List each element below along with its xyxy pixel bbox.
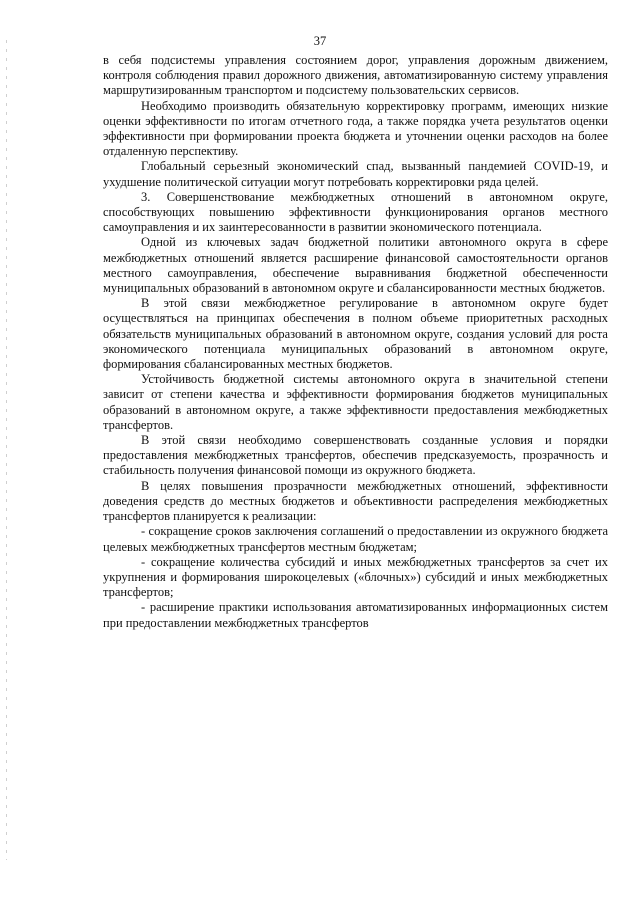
paragraph: В этой связи необходимо совершенствовать созданные условия и порядки предоставления межбюджетных трансфертов, обеспечив предсказуемость, прозрачность и стабильность получения финансовой помощи из окружного бюджета. xyxy=(103,433,608,478)
list-item: - сокращение количества субсидий и иных межбюджетных трансфертов за счет их укрупнения и формирования широкоцелевых («блочных») субсидий и иных межбюджетных трансфертов; xyxy=(103,554,608,600)
paragraph: В этой связи межбюджетное регулирование в автономном округе будет осуществляться на принципах обеспечения в полном объеме приоритетных расходных обязательств муниципальных образований в автономном округе, создания условий для роста экономического потенциала муниципальных образований в автономном округе, формирования сбалансированных местных бюджетов. xyxy=(103,296,608,372)
paragraph-continuation: в себя подсистемы управления состоянием дорог, управления дорожным движением, контроля соблюдения правил дорожного движения, автоматизированную систему управления маршрутизированным транспортом и подсистему пользовательских сервисов. xyxy=(103,53,608,98)
scan-edge-artifact xyxy=(6,40,7,860)
section-heading-paragraph: 3. Совершенствование межбюджетных отношений в автономном округе, способствующих повышению эффективности функционирования органов местного самоуправления и их заинтересованности в развитии экономического потенциала. xyxy=(103,189,608,235)
paragraph: Глобальный серьезный экономический спад, вызванный пандемией COVID-19, и ухудшение политической ситуации могут потребовать корректировки ряда целей. xyxy=(103,159,608,189)
paragraph: Одной из ключевых задач бюджетной политики автономного округа в сфере межбюджетных отношений является расширение финансовой самостоятельности органов местного самоуправления, обеспечение выравнивания бюджетной обеспеченности муниципальных образований в автономном округе и сбалансированности местных бюджетов. xyxy=(103,235,608,296)
list-item: - сокращение сроков заключения соглашений о предоставлении из окружного бюджета целевых межбюджетных трансфертов местным бюджетам; xyxy=(103,524,608,554)
paragraph: Необходимо производить обязательную корректировку программ, имеющих низкие оценки эффективности по итогам отчетного года, а также порядка учета результатов оценки эффективности при формировании проекта бюджета и уточнении оценки расходов на более отдаленную перспективу. xyxy=(103,98,608,159)
paragraph: Устойчивость бюджетной системы автономного округа в значительной степени зависит от степени качества и эффективности формирования бюджетов муниципальных образований в автономном округе, а также эффективности предоставления межбюджетных трансфертов. xyxy=(103,372,608,432)
body-text xyxy=(103,53,608,631)
paragraph: В целях повышения прозрачности межбюджетных отношений, эффективности доведения средств до местных бюджетов и объективности распределения межбюджетных трансфертов планируется к реализации: xyxy=(103,478,608,524)
list-item: - расширение практики использования автоматизированных информационных систем при предоставлении межбюджетных трансфертов xyxy=(103,600,608,630)
page-number: 37 xyxy=(313,34,327,48)
